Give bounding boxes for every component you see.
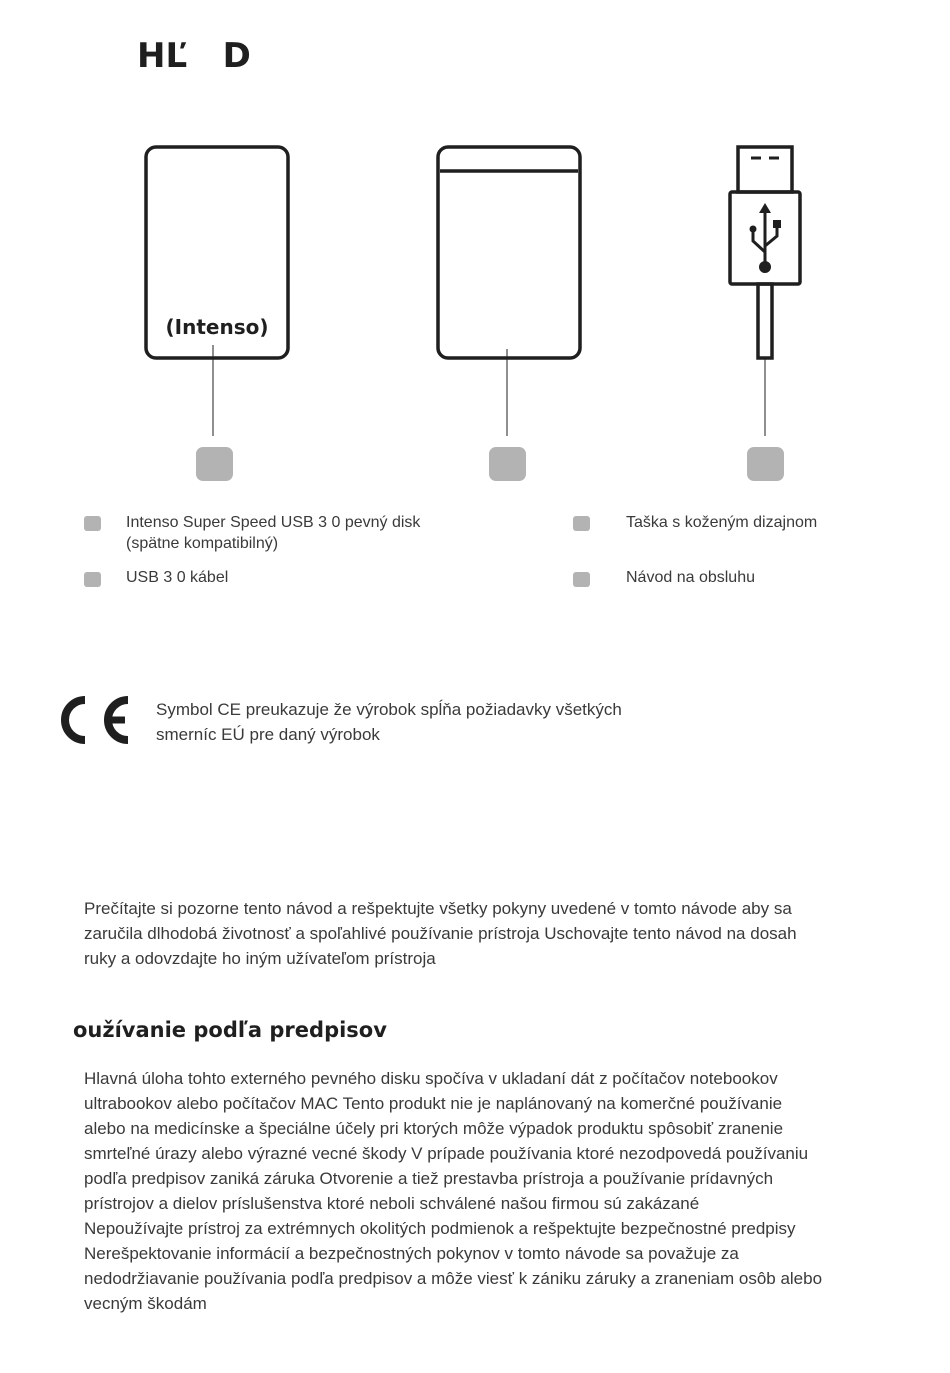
paragraph-line: Prečítajte si pozorne tento návod a rešpektujte všetky pokyny uvedené v tomto návode aby sa (84, 899, 792, 918)
paragraph-line: prístrojov a dielov príslušenstva ktoré neboli schválené našou firmou sú zakázané (84, 1194, 700, 1213)
paragraph-line: ultrabookov alebo počítačov MAC Tento produkt nie je naplánovaný na komerčné používanie (84, 1094, 783, 1113)
usb-symbol-icon (750, 203, 782, 273)
page-title: HĽ D (137, 36, 251, 76)
legend-item-manual (626, 567, 755, 588)
section-title: oužívanie podľa predpisov (73, 1018, 387, 1042)
legend-item-label: Návod na obsluhu (626, 569, 755, 586)
ce-description (156, 697, 696, 747)
ce-symbol-text: CE (55, 690, 57, 691)
paragraph-line: nedodržiavanie používania podľa predpisov a môže viesť k zániku záruky a zraneniam osôb alebo (84, 1269, 823, 1288)
paragraph-line: alebo na medicínske a špeciálne účely pri ktorých môže výpadok produktu spôsobiť zranenie (84, 1119, 784, 1138)
usb-cable-illustration (730, 147, 800, 481)
intenso-logo-label: (Intenso) (165, 315, 269, 339)
legend-marker (573, 516, 590, 531)
paragraph-line: Hlavná úloha tohto externého pevného disku spočíva v ukladaní dát z počítačov notebookov (84, 1069, 778, 1088)
legend-marker (573, 572, 590, 587)
callout-marker (489, 447, 526, 481)
paragraph-line: vecným škodám (84, 1294, 207, 1313)
ce-mark-icon (55, 690, 135, 750)
legend-item-label: Taška s koženým dizajnom (626, 514, 818, 531)
section-paragraph (84, 1066, 894, 1316)
paragraph-line: Nepoužívajte prístroj za extrémnych okolitých podmienok a rešpektujte bezpečnostné predpisy (84, 1219, 796, 1238)
ce-description-line: smerníc EÚ pre daný výrobok (156, 725, 380, 744)
legend-marker (84, 572, 101, 587)
legend-item-case (626, 512, 817, 533)
legend-item-cable (126, 567, 228, 588)
legend-item-label: USB 3 0 kábel (126, 569, 229, 586)
paragraph-line: ruky a odovzdajte ho iným užívateľom prístroja (84, 949, 436, 968)
legend-marker (84, 516, 101, 531)
legend-item-hard-disk (126, 512, 420, 554)
paragraph-line: podľa predpisov zaniká záruka Otvorenie a tiež prestavba prístroja a používanie prídavných (84, 1169, 774, 1188)
paragraph-line: zaručila dlhodobá životnosť a spoľahlivé používanie prístroja Uschovajte tento návod na dosah (84, 924, 797, 943)
ce-description-line: Symbol CE preukazuje že výrobok spĺňa požiadavky všetkých (156, 700, 622, 719)
legend-item-label: Intenso Super Speed USB 3 0 pevný disk (126, 514, 421, 531)
paragraph-line: Nerešpektovanie informácií a bezpečnostných pokynov v tomto návode sa považuje za (84, 1244, 739, 1263)
hard-disk-illustration (146, 147, 288, 481)
carry-case-illustration (438, 147, 580, 481)
intro-paragraph (84, 896, 894, 971)
package-contents-illustration (0, 0, 950, 600)
paragraph-line: smrteľné úrazy alebo výrazné vecné škody V prípade používania ktoré nezodpovedá používaniu (84, 1144, 809, 1163)
callout-marker (747, 447, 784, 481)
legend-item-sublabel: (spätne kompatibilný) (126, 535, 279, 552)
callout-marker (196, 447, 233, 481)
